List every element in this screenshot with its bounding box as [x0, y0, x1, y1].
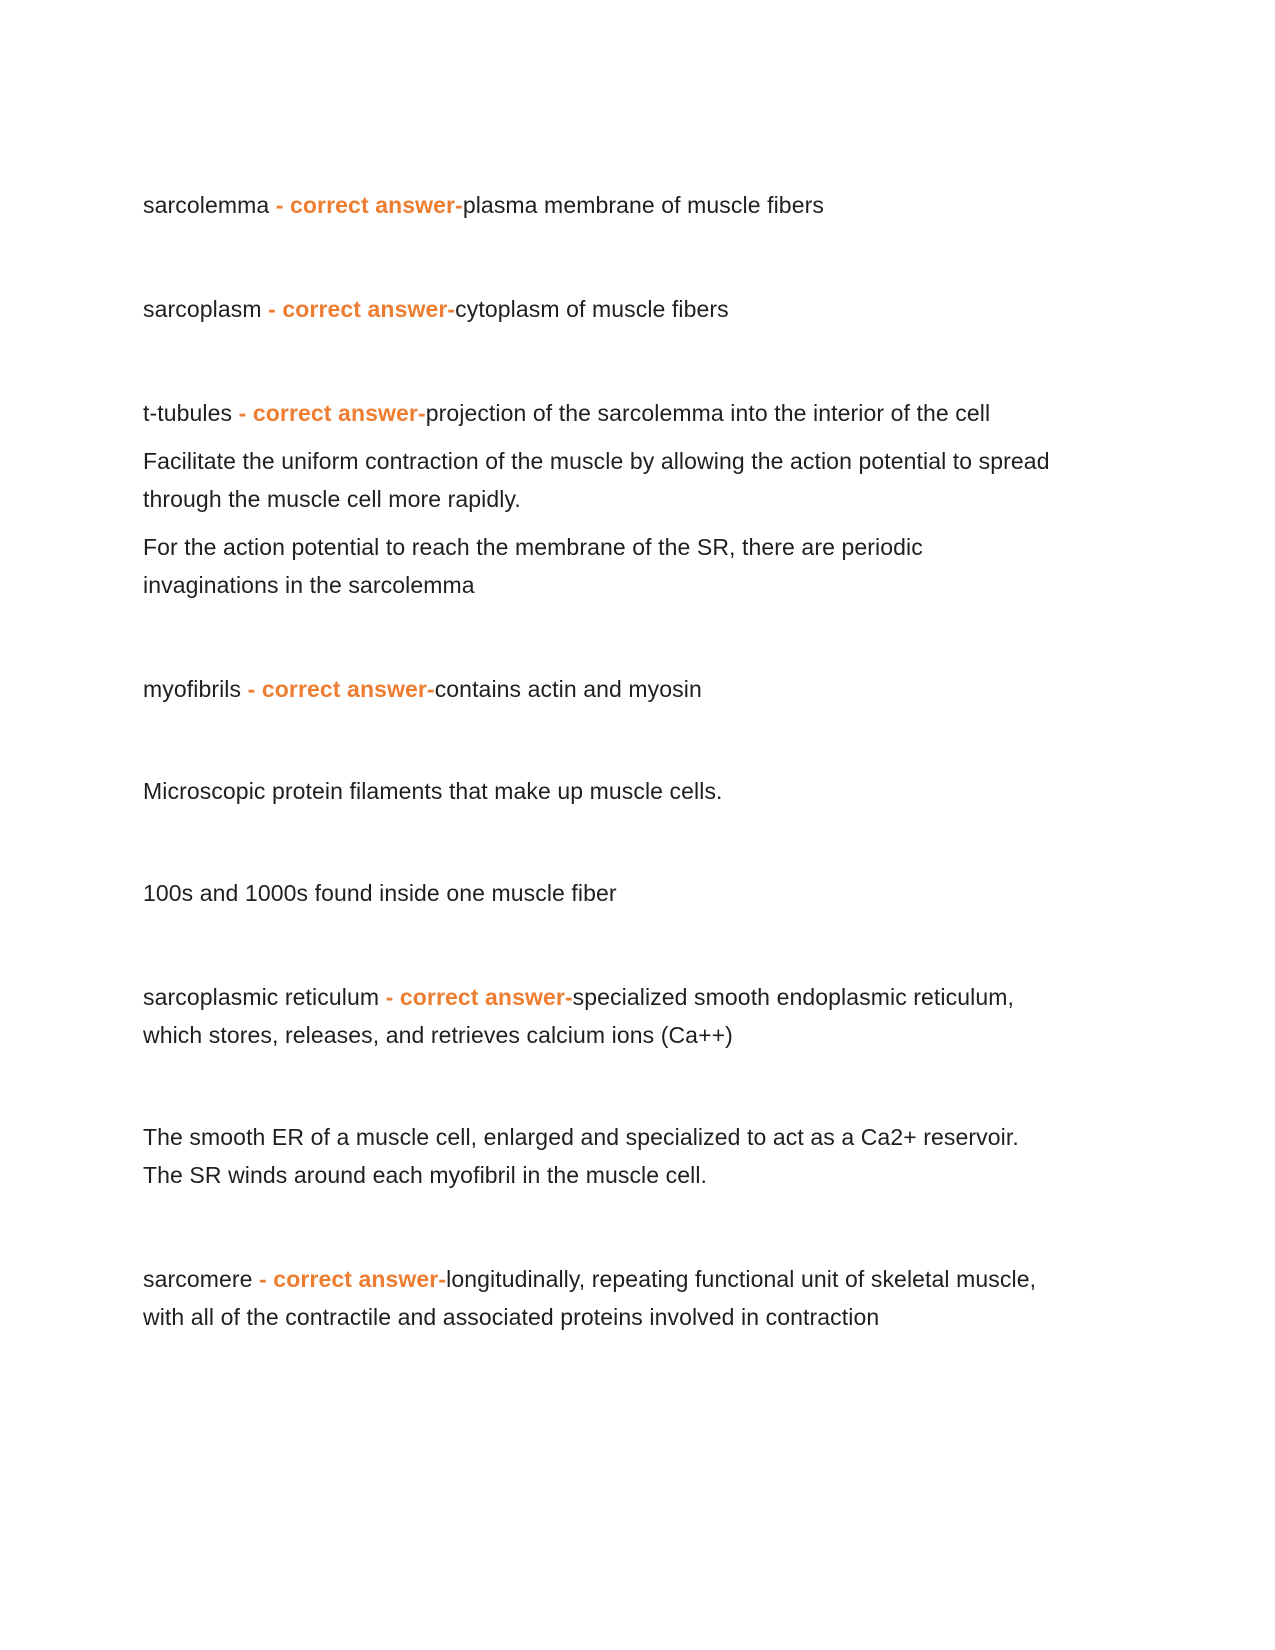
entry-paragraph: Facilitate the uniform contraction of the muscle by allowing the action potential to spread through the muscle cell more rapidly. [143, 448, 1050, 512]
flashcard-entry [143, 394, 1063, 604]
definition-text: specialized smooth endoplasmic reticulum, which stores, releases, and retrieves calcium ions (Ca++) [143, 984, 1014, 1048]
term-text: t-tubules [143, 400, 233, 426]
entry-definition-line [143, 290, 1063, 328]
correct-answer-marker: - correct answer- [259, 1266, 447, 1292]
term-text: sarcoplasmic reticulum [143, 984, 380, 1010]
entry-paragraph: The smooth ER of a muscle cell, enlarged and specialized to act as a Ca2+ reservoir. The SR winds around each myofibril in the muscle cell. [143, 1124, 1019, 1188]
entry-paragraph: Microscopic protein filaments that make up muscle cells. [143, 778, 723, 804]
definition-text: contains actin and myosin [434, 676, 702, 702]
entry-definition-line [143, 1260, 1063, 1336]
correct-answer-marker: - correct answer- [268, 296, 456, 322]
flashcard-entry [143, 1260, 1063, 1336]
correct-answer-marker: - correct answer- [247, 676, 435, 702]
entry-definition-line [143, 978, 1063, 1054]
correct-answer-marker: - correct answer- [385, 984, 573, 1010]
entry-definition-line [143, 670, 1063, 708]
entry-paragraph: For the action potential to reach the membrane of the SR, there are periodic invaginations in the sarcolemma [143, 534, 923, 598]
flashcard-entry [143, 186, 1063, 224]
definition-text: projection of the sarcolemma into the interior of the cell [425, 400, 991, 426]
definition-text: cytoplasm of muscle fibers [455, 296, 729, 322]
term-text: sarcomere [143, 1266, 253, 1292]
correct-answer-marker: - correct answer- [238, 400, 426, 426]
entry-paragraph: 100s and 1000s found inside one muscle fiber [143, 880, 617, 906]
flashcard-entry [143, 978, 1063, 1194]
entry-definition-line [143, 394, 1063, 432]
flashcard-entry [143, 290, 1063, 328]
entries [143, 186, 1063, 1336]
correct-answer-marker: - correct answer- [275, 192, 463, 218]
term-text: sarcolemma [143, 192, 270, 218]
entry-definition-line [143, 186, 1063, 224]
term-text: sarcoplasm [143, 296, 262, 322]
term-text: myofibrils [143, 676, 242, 702]
definition-text: longitudinally, repeating functional unit of skeletal muscle, with all of the contractile and associated proteins involved in contraction [143, 1266, 1037, 1330]
flashcard-entry [143, 670, 1063, 912]
definition-text: plasma membrane of muscle fibers [462, 192, 824, 218]
